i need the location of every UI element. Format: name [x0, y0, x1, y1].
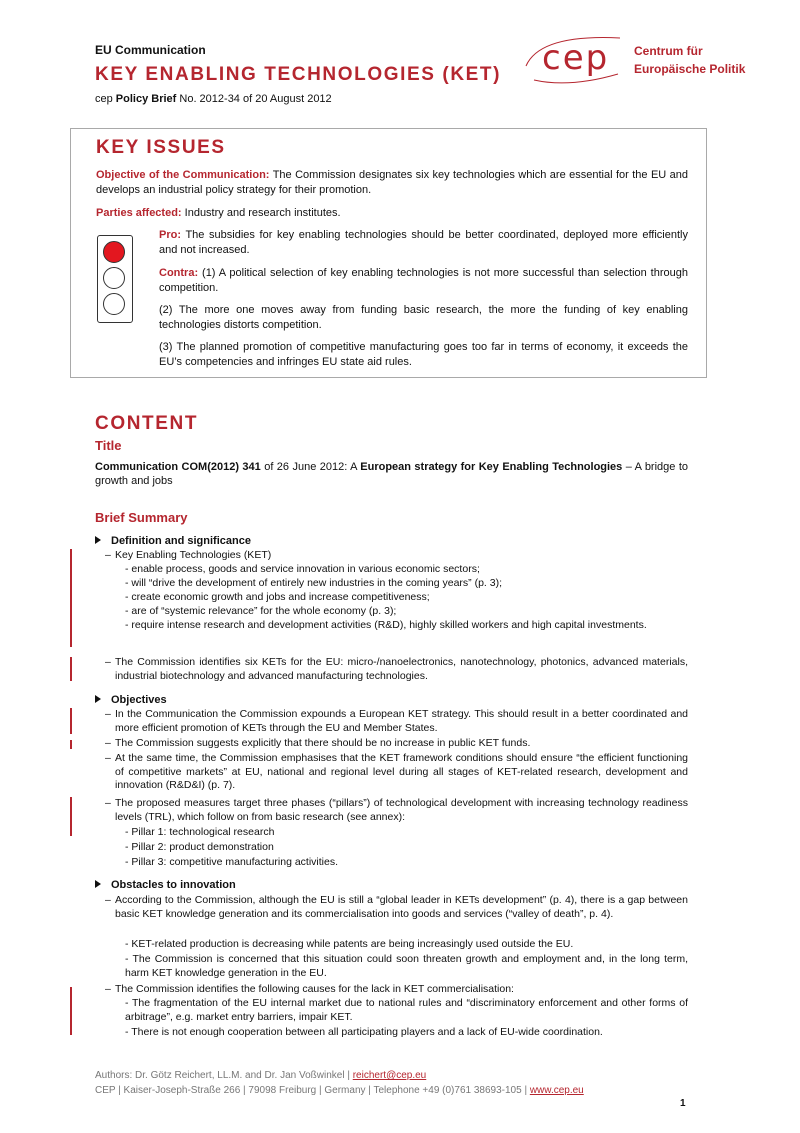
list-item-text: According to the Commission, although the EU is still a “global leader in KETs development” (p. 4), there is a gap between basic KET knowledge generation and its commercialisation into goods and services (“valley of death”, p. 4). [115, 894, 688, 920]
list-item: - KET-related production is decreasing while patents are being increasingly used outside the EU. [125, 938, 574, 950]
list-item [105, 797, 688, 824]
author-email-link[interactable]: reichert@cep.eu [352, 1070, 427, 1081]
logo-line-2: Europäische Politik [634, 62, 746, 76]
contra-point-3: (3) The planned promotion of competitive manufacturing goes too far in terms of economy, it exceeds the EU’s competencies and infringes EU state aid rules. [159, 341, 688, 368]
section-heading-obstacles [95, 879, 236, 891]
pro-text: The subsidies for key enabling technologies should be better coordinated, deployed more efficiently and not increased. [159, 229, 688, 256]
brief-prefix: cep [95, 93, 116, 105]
contra-text: (1) A political selection of key enabling technologies is not more successful than selection through competition. [159, 267, 688, 294]
margin-marker [70, 549, 72, 647]
section-label: Obstacles to innovation [111, 879, 236, 891]
comm-name: European strategy for Key Enabling Technologies [360, 461, 623, 473]
brief-bold: Policy Brief [115, 93, 177, 105]
dash-marker: – [105, 894, 111, 906]
dash-marker: – [105, 752, 111, 764]
list-item-text: The proposed measures target three phases (“pillars”) of technological development with increasing technology readiness levels (TRL), which follow on from basic research (see annex): [115, 797, 688, 823]
document-kicker: EU Communication [95, 43, 206, 57]
brief-rest: No. 2012-34 of 20 August 2012 [176, 93, 332, 105]
list-item [105, 708, 688, 735]
list-item [105, 752, 688, 793]
dash-marker: – [105, 983, 111, 995]
list-item [105, 894, 688, 921]
bullet-triangle-icon [95, 695, 101, 703]
margin-marker [70, 657, 72, 681]
list-item: - Pillar 1: technological research [125, 826, 275, 838]
contra-label: Contra: [159, 267, 199, 279]
list-item [105, 656, 688, 683]
title-heading: Title [95, 438, 122, 453]
footer-authors-text: Authors: Dr. Götz Reichert, LL.M. and Dr. Jan Voßwinkel | [95, 1070, 353, 1081]
list-item: - Pillar 3: competitive manufacturing activities. [125, 856, 338, 868]
list-item-text: Key Enabling Technologies (KET) [115, 549, 272, 561]
margin-marker [70, 708, 72, 734]
list-item-text: The Commission identifies the following causes for the lack in KET commercialisation: [115, 983, 514, 995]
list-item: - The fragmentation of the EU internal market due to national rules and “discriminatory enforcement and other forms of arbitrage”, e.g. market entry barriers, impair KET. [125, 997, 688, 1023]
comm-subtitle: – A bridge to growth and jobs [95, 461, 688, 487]
parties-paragraph [96, 206, 688, 221]
logo-word: cep [542, 38, 610, 78]
list-item [105, 549, 688, 563]
page-number: 1 [680, 1098, 686, 1109]
section-heading-objectives [95, 694, 167, 706]
list-item-text: At the same time, the Commission emphasises that the KET framework conditions should ensure “the efficient functioning of competitive markets” at EU, national and regional level during all stages of KET-related research, development and innovation (R&D&I) (p. 7). [115, 752, 688, 791]
pro-label: Pro: [159, 229, 181, 241]
content-title: CONTENT [95, 413, 199, 434]
list-item: - The Commission is concerned that this situation could soon threaten growth and employment and, in the long term, harm KET knowledge generation in the EU. [125, 953, 688, 979]
list-item [105, 983, 688, 997]
bullet-triangle-icon [95, 536, 101, 544]
brief-summary-heading: Brief Summary [95, 510, 188, 525]
dash-marker: – [105, 656, 111, 668]
margin-marker [70, 740, 72, 749]
list-item [105, 737, 688, 751]
margin-marker [70, 797, 72, 836]
communication-title [95, 460, 688, 488]
footer-address-text: CEP | Kaiser-Joseph-Straße 266 | 79098 Freiburg | Germany | Telephone +49 (0)761 38693-105 | [95, 1085, 530, 1096]
margin-marker [70, 987, 72, 1035]
objective-text: The Commission designates six key technologies which are essential for the EU and develops an industrial policy strategy for their promotion. [96, 169, 688, 196]
document-title: KEY ENABLING TECHNOLOGIES (KET) [95, 64, 502, 85]
list-item: - enable process, goods and service innovation in various economic sectors; [125, 563, 480, 575]
dash-marker: – [105, 708, 111, 720]
key-issues-box [70, 128, 707, 378]
list-item: - Pillar 2: product demonstration [125, 841, 274, 853]
list-item: - require intense research and development activities (R&D), highly skilled workers and high capital investments. [125, 619, 647, 631]
website-link[interactable]: www.cep.eu [529, 1085, 584, 1096]
parties-text: Industry and research institutes. [181, 207, 341, 219]
dash-marker: – [105, 737, 111, 749]
list-item: - are of “systemic relevance” for the whole economy (p. 3); [125, 605, 397, 617]
comm-date: of 26 June 2012: A [260, 461, 361, 473]
list-item-text: The Commission identifies six KETs for the EU: micro-/nanoelectronics, nanotechnology, photonics, advanced materials, industrial biotechnology and advanced manufacturing technologies. [115, 656, 688, 682]
list-item-text: The Commission suggests explicitly that there should be no increase in public KET funds. [115, 737, 531, 749]
contra-point-2: (2) The more one moves away from funding basic research, the more the funding of key enabling technologies distorts competition. [159, 304, 688, 331]
objective-label: Objective of the Communication: [96, 169, 270, 181]
bullet-triangle-icon [95, 880, 101, 888]
traffic-light-icon [97, 235, 133, 323]
section-heading-definition [95, 535, 251, 547]
comm-ref: Communication COM(2012) 341 [95, 461, 261, 473]
dash-marker: – [105, 797, 111, 809]
footer-authors [95, 1070, 426, 1081]
list-item-text: In the Communication the Commission expounds a European KET strategy. This should result in a better coordinated and more efficient promotion of KETs through the EU and Member States. [115, 708, 688, 734]
contra-paragraph [159, 266, 688, 295]
cep-logo [520, 30, 770, 90]
pro-paragraph [159, 228, 688, 257]
parties-label: Parties affected: [96, 207, 182, 219]
traffic-light-red-lamp [103, 241, 125, 263]
key-issues-title: KEY ISSUES [96, 137, 226, 158]
list-item: - create economic growth and jobs and increase competitiveness; [125, 591, 430, 603]
policy-brief-line [95, 93, 332, 105]
traffic-light-bottom-lamp [103, 293, 125, 315]
dash-marker: – [105, 549, 111, 561]
section-label: Objectives [111, 694, 167, 706]
objective-paragraph [96, 168, 688, 197]
footer-address [95, 1085, 584, 1096]
section-label: Definition and significance [111, 535, 251, 547]
logo-line-1: Centrum für [634, 44, 703, 58]
list-item: - There is not enough cooperation between all participating players and a lack of EU-wide coordination. [125, 1026, 603, 1038]
traffic-light-middle-lamp [103, 267, 125, 289]
list-item: - will “drive the development of entirely new industries in the coming years” (p. 3); [125, 577, 502, 589]
